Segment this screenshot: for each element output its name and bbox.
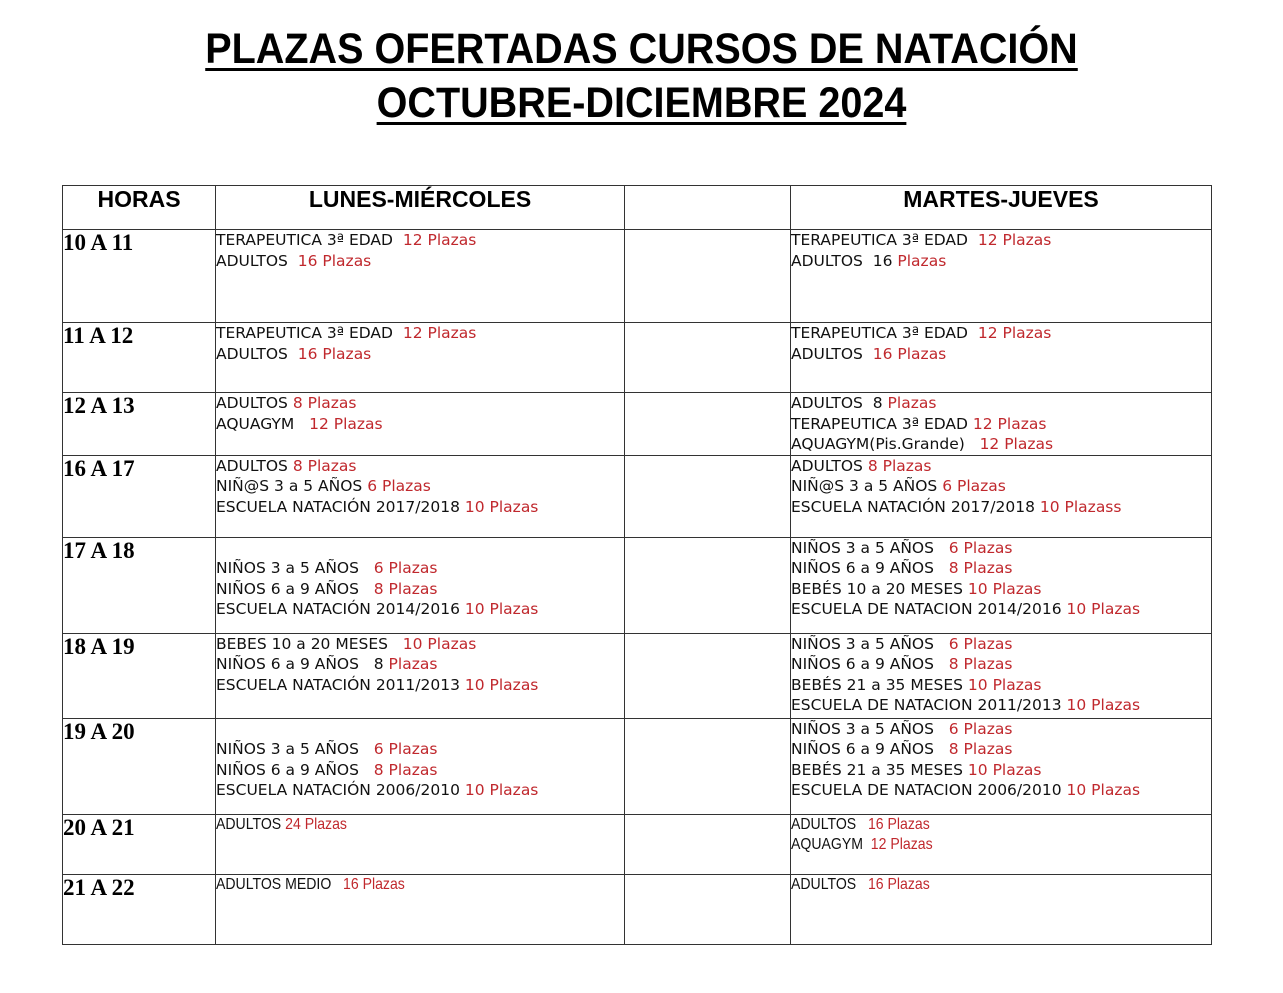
plazas-count: 10 Plazass bbox=[1039, 497, 1122, 516]
course-label: NIÑOS 3 a 5 AÑOS bbox=[216, 740, 374, 758]
plazas-count: 10 Plazas bbox=[967, 760, 1042, 779]
course-item bbox=[216, 497, 624, 518]
course-item bbox=[791, 815, 1161, 836]
course-item bbox=[216, 230, 624, 251]
course-item bbox=[791, 654, 1211, 675]
course-item bbox=[791, 497, 1211, 518]
course-label: TERAPEUTICA 3ª EDAD bbox=[216, 324, 403, 342]
course-label: BEBÉS 21 a 35 MESES bbox=[791, 760, 968, 779]
plazas-count: 10 Plazas bbox=[1066, 781, 1141, 799]
plazas-count: 16 Plazas bbox=[867, 815, 930, 833]
course-label: ESCUELA NATACIÓN 2017/2018 bbox=[791, 497, 1040, 516]
course-label: ADULTOS bbox=[216, 456, 293, 475]
plazas-count: 6 Plazas bbox=[948, 719, 1013, 738]
plazas-count: 10 Plazas bbox=[464, 497, 539, 516]
empty-cell bbox=[625, 393, 791, 456]
course-item bbox=[216, 456, 624, 477]
plazas-count: 12 Plazas bbox=[402, 324, 477, 342]
table-row bbox=[63, 230, 1212, 323]
course-item bbox=[216, 476, 624, 497]
course-label: NIÑ@S 3 a 5 AÑOS bbox=[216, 477, 368, 495]
plazas-count: 6 Plazas bbox=[373, 559, 438, 577]
table-row bbox=[63, 323, 1212, 393]
course-label: ADULTOS bbox=[216, 251, 298, 270]
course-item bbox=[216, 599, 624, 620]
schedule-table bbox=[62, 185, 1212, 945]
plazas-count: 12 Plazas bbox=[977, 324, 1052, 342]
plazas-count: 8 Plazas bbox=[948, 740, 1013, 758]
course-item bbox=[216, 579, 624, 600]
course-label: AQUAGYM(Pis.Grande) bbox=[791, 435, 980, 453]
course-label: ESCUELA DE NATACION 2011/2013 bbox=[791, 696, 1067, 714]
course-item bbox=[791, 780, 1211, 801]
course-label: TERAPEUTICA 3ª EDAD bbox=[791, 231, 978, 249]
course-item bbox=[791, 323, 1211, 344]
course-item bbox=[791, 760, 1211, 781]
course-item bbox=[791, 393, 1211, 414]
course-item bbox=[791, 558, 1211, 579]
empty-cell bbox=[625, 874, 791, 944]
title-text-1: PLAZAS OFERTADAS CURSOS DE NATACIÓN bbox=[205, 25, 1078, 73]
table-row bbox=[63, 874, 1212, 944]
course-label: ADULTOS bbox=[791, 456, 868, 475]
plazas-count: 16 Plazas bbox=[867, 875, 930, 893]
hour-cell: 17 A 18 bbox=[63, 537, 216, 633]
header-row bbox=[63, 186, 1212, 230]
plazas-count: 6 Plazas bbox=[948, 538, 1013, 557]
plazas-count: 10 Plazas bbox=[1066, 696, 1141, 714]
plazas-count: 6 Plazas bbox=[942, 477, 1006, 495]
course-label: NIÑOS 6 a 9 AÑOS bbox=[791, 655, 949, 673]
header-horas: HORAS bbox=[63, 186, 216, 230]
course-label: ADULTOS MEDIO bbox=[216, 875, 344, 893]
course-label: NIÑOS 3 a 5 AÑOS bbox=[216, 559, 374, 577]
course-item bbox=[791, 634, 1211, 655]
plazas-count: 8 Plazas bbox=[292, 456, 357, 475]
lunes-miercoles-cell bbox=[216, 633, 625, 718]
course-item bbox=[791, 719, 1211, 740]
martes-jueves-cell bbox=[791, 230, 1212, 323]
course-item bbox=[216, 675, 624, 696]
empty-cell bbox=[625, 718, 791, 814]
course-item bbox=[791, 476, 1211, 497]
martes-jueves-cell bbox=[791, 633, 1212, 718]
course-item bbox=[791, 344, 1211, 365]
course-label: NIÑOS 6 a 9 AÑOS bbox=[791, 740, 949, 758]
course-item bbox=[791, 456, 1211, 477]
page-title-line-2 bbox=[51, 78, 1231, 128]
plazas-count: 12 Plazas bbox=[972, 414, 1047, 433]
course-label: ADULTOS bbox=[216, 815, 286, 833]
plazas-count: 10 Plazas bbox=[1066, 600, 1141, 618]
plazas-count: 6 Plazas bbox=[373, 740, 438, 758]
empty-cell bbox=[625, 537, 791, 633]
plazas-count: 8 Plazas bbox=[373, 579, 438, 598]
course-item bbox=[216, 875, 575, 896]
lunes-miercoles-cell bbox=[216, 718, 625, 814]
course-item bbox=[216, 634, 624, 655]
hour-cell: 21 A 22 bbox=[63, 874, 216, 944]
course-label: NIÑOS 3 a 5 AÑOS bbox=[791, 538, 949, 557]
course-item bbox=[216, 251, 624, 272]
course-label: TERAPEUTICA 3ª EDAD bbox=[216, 231, 403, 249]
hour-cell: 18 A 19 bbox=[63, 633, 216, 718]
course-label: TERAPEUTICA 3ª EDAD bbox=[791, 324, 978, 342]
martes-jueves-cell bbox=[791, 323, 1212, 393]
martes-jueves-cell bbox=[791, 814, 1212, 874]
course-label: NIÑOS 6 a 9 AÑOS bbox=[216, 760, 374, 779]
plazas-count: 10 Plazas bbox=[464, 600, 539, 618]
course-label: NIÑOS 3 a 5 AÑOS bbox=[791, 719, 949, 738]
course-item bbox=[791, 538, 1211, 559]
course-label: ESCUELA DE NATACION 2006/2010 bbox=[791, 781, 1067, 799]
course-item bbox=[791, 835, 1161, 856]
hour-cell: 12 A 13 bbox=[63, 393, 216, 456]
title-text-2: OCTUBRE-DICIEMBRE 2024 bbox=[376, 79, 907, 127]
course-label: NIÑOS 3 a 5 AÑOS bbox=[791, 634, 949, 653]
empty-cell bbox=[625, 814, 791, 874]
lunes-miercoles-cell bbox=[216, 230, 625, 323]
course-label: ESCUELA NATACIÓN 2011/2013 bbox=[216, 675, 465, 694]
plazas-count: Plazas bbox=[887, 394, 937, 412]
plazas-count: 24 Plazas bbox=[285, 815, 347, 833]
martes-jueves-cell bbox=[791, 455, 1212, 537]
course-label: NIÑOS 6 a 9 AÑOS 8 bbox=[216, 655, 389, 673]
martes-jueves-cell bbox=[791, 393, 1212, 456]
course-label: TERAPEUTICA 3ª EDAD bbox=[791, 414, 973, 433]
lunes-miercoles-cell bbox=[216, 814, 625, 874]
lunes-miercoles-cell bbox=[216, 874, 625, 944]
course-item bbox=[791, 875, 1161, 896]
course-label: NIÑ@S 3 a 5 AÑOS bbox=[791, 477, 943, 495]
course-label: BEBÉS 21 a 35 MESES bbox=[791, 675, 968, 694]
header-empty bbox=[625, 186, 791, 230]
course-item bbox=[216, 719, 624, 740]
plazas-count: Plazas bbox=[388, 655, 438, 673]
plazas-count: Plazas bbox=[897, 251, 947, 270]
course-item bbox=[791, 599, 1211, 620]
plazas-count: 10 Plazas bbox=[402, 634, 477, 653]
empty-cell bbox=[625, 323, 791, 393]
plazas-count: 10 Plazas bbox=[464, 781, 539, 799]
table-row bbox=[63, 537, 1212, 633]
plazas-count: 8 Plazas bbox=[373, 760, 438, 779]
table-row bbox=[63, 393, 1212, 456]
martes-jueves-cell bbox=[791, 874, 1212, 944]
plazas-count: 12 Plazas bbox=[979, 435, 1054, 453]
course-label: ADULTOS bbox=[216, 394, 293, 412]
course-item bbox=[791, 230, 1211, 251]
plazas-count: 12 Plazas bbox=[402, 231, 477, 249]
plazas-count: 8 Plazas bbox=[948, 655, 1013, 673]
lunes-miercoles-cell bbox=[216, 393, 625, 456]
plazas-count: 6 Plazas bbox=[948, 634, 1013, 653]
plazas-count: 16 Plazas bbox=[297, 344, 372, 363]
hour-cell: 16 A 17 bbox=[63, 455, 216, 537]
plazas-count: 12 Plazas bbox=[309, 414, 383, 433]
course-label: ADULTOS 8 bbox=[791, 394, 888, 412]
empty-cell bbox=[625, 455, 791, 537]
course-label: AQUAGYM bbox=[791, 836, 871, 853]
empty-cell bbox=[625, 230, 791, 323]
course-label: ESCUELA DE NATACION 2014/2016 bbox=[791, 600, 1067, 618]
course-label: ADULTOS bbox=[791, 875, 868, 893]
course-label: ESCUELA NATACIÓN 2006/2010 bbox=[216, 781, 465, 799]
course-item bbox=[216, 344, 624, 365]
course-item bbox=[791, 579, 1211, 600]
martes-jueves-cell bbox=[791, 718, 1212, 814]
table-row bbox=[63, 455, 1212, 537]
plazas-count: 8 Plazas bbox=[867, 456, 932, 475]
table-row bbox=[63, 718, 1212, 814]
course-item bbox=[791, 414, 1211, 435]
hour-cell: 10 A 11 bbox=[63, 230, 216, 323]
hour-cell: 11 A 12 bbox=[63, 323, 216, 393]
course-label: NIÑOS 6 a 9 AÑOS bbox=[791, 559, 949, 577]
plazas-count: 16 Plazas bbox=[297, 251, 372, 270]
course-item bbox=[791, 695, 1211, 716]
plazas-count: 10 Plazas bbox=[967, 579, 1042, 598]
plazas-count: 8 Plazas bbox=[292, 394, 357, 412]
course-item bbox=[216, 323, 624, 344]
hour-cell: 19 A 20 bbox=[63, 718, 216, 814]
table-row bbox=[63, 633, 1212, 718]
page-title-line-1 bbox=[51, 24, 1231, 74]
lunes-miercoles-cell bbox=[216, 455, 625, 537]
header-lunes-miercoles: LUNES-MIÉRCOLES bbox=[216, 186, 625, 230]
plazas-count: 8 Plazas bbox=[948, 559, 1013, 577]
course-label: NIÑOS 6 a 9 AÑOS bbox=[216, 579, 374, 598]
course-item bbox=[216, 760, 624, 781]
course-item bbox=[216, 538, 624, 559]
plazas-count: 16 Plazas bbox=[872, 344, 947, 363]
course-label: ESCUELA NATACIÓN 2014/2016 bbox=[216, 600, 465, 618]
plazas-count: 12 Plazas bbox=[977, 231, 1052, 249]
course-item bbox=[216, 558, 624, 579]
course-item bbox=[791, 434, 1211, 455]
course-label: BEBES 10 a 20 MESES bbox=[216, 634, 403, 653]
martes-jueves-cell bbox=[791, 537, 1212, 633]
course-item bbox=[216, 780, 624, 801]
course-label: ADULTOS 16 bbox=[791, 251, 898, 270]
table-row bbox=[63, 814, 1212, 874]
course-item bbox=[216, 393, 624, 414]
course-item bbox=[216, 414, 624, 435]
course-label: AQUAGYM bbox=[216, 414, 310, 433]
course-label: BEBÉS 10 a 20 MESES bbox=[791, 579, 968, 598]
course-item bbox=[791, 675, 1211, 696]
lunes-miercoles-cell bbox=[216, 323, 625, 393]
course-item bbox=[216, 654, 624, 675]
plazas-count: 12 Plazas bbox=[870, 836, 933, 853]
plazas-count: 6 Plazas bbox=[367, 477, 431, 495]
plazas-count: 10 Plazas bbox=[464, 675, 539, 694]
course-label: ADULTOS bbox=[791, 344, 873, 363]
course-item bbox=[791, 739, 1211, 760]
course-label: ADULTOS bbox=[216, 344, 298, 363]
plazas-count: 10 Plazas bbox=[967, 675, 1042, 694]
plazas-count: 16 Plazas bbox=[343, 875, 405, 893]
course-label: ESCUELA NATACIÓN 2017/2018 bbox=[216, 497, 465, 516]
lunes-miercoles-cell bbox=[216, 537, 625, 633]
header-martes-jueves: MARTES-JUEVES bbox=[791, 186, 1212, 230]
course-label: ADULTOS bbox=[791, 815, 868, 833]
course-item bbox=[791, 251, 1211, 272]
course-item bbox=[216, 815, 575, 836]
hour-cell: 20 A 21 bbox=[63, 814, 216, 874]
empty-cell bbox=[625, 633, 791, 718]
schedule-body bbox=[63, 230, 1212, 945]
course-item bbox=[216, 739, 624, 760]
